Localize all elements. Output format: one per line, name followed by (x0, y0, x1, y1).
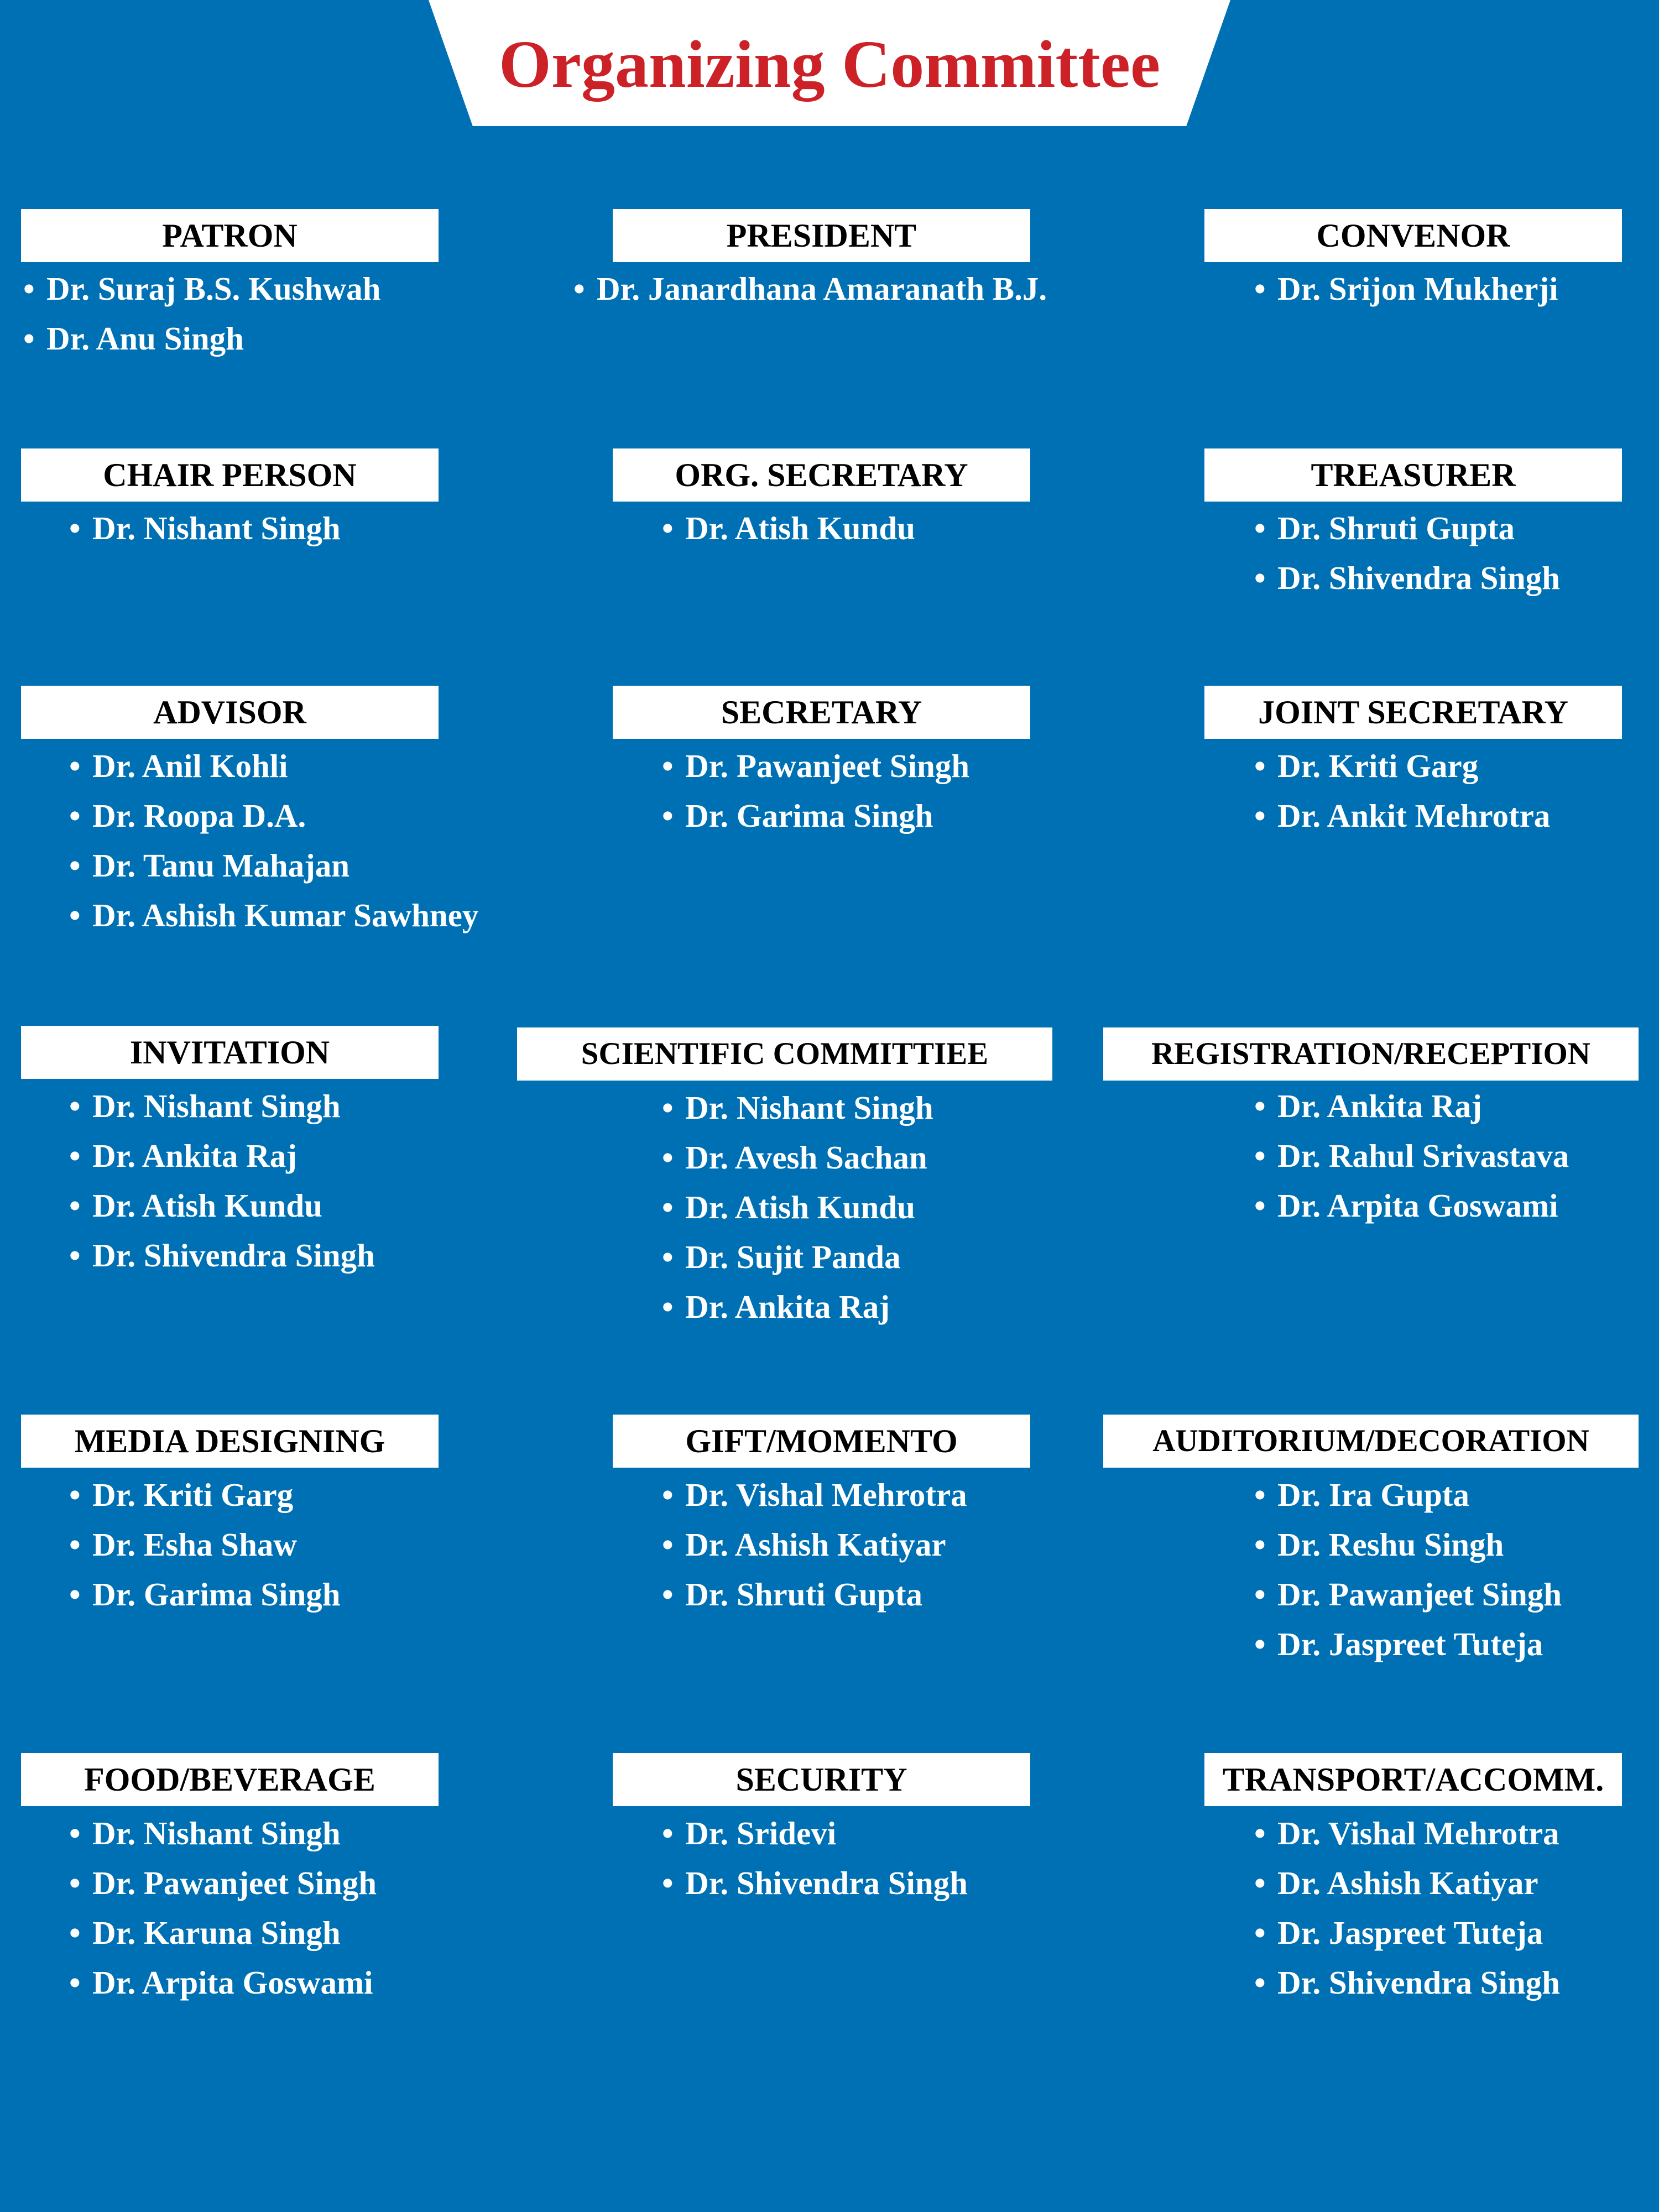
section-label-secretary: SECRETARY (613, 686, 1030, 739)
section-label-patron: PATRON (21, 209, 439, 262)
member-name (662, 1808, 968, 1858)
bullet-icon: • (69, 1865, 81, 1901)
member-name-text: Dr. Pawanjeet Singh (92, 1865, 377, 1901)
member-name-text: Dr. Kriti Garg (92, 1477, 294, 1513)
member-name (69, 1808, 377, 1858)
member-name-text: Dr. Ankita Raj (1277, 1088, 1482, 1124)
member-name (1254, 1520, 1562, 1569)
member-name (69, 1181, 375, 1230)
bullet-icon: • (69, 847, 81, 884)
member-name-text: Dr. Ankita Raj (685, 1288, 890, 1325)
member-name (662, 1858, 968, 1908)
member-name (662, 503, 915, 553)
member-name (1254, 1131, 1569, 1181)
section-label-security: SECURITY (613, 1753, 1030, 1806)
member-name-text: Dr. Pawanjeet Singh (685, 748, 970, 784)
member-name-text: Dr. Anil Kohli (92, 748, 288, 784)
bullet-icon: • (662, 1288, 674, 1325)
bullet-icon: • (69, 1914, 81, 1951)
bullet-icon: • (662, 1189, 674, 1225)
bullet-icon: • (23, 270, 35, 307)
member-name-text: Dr. Arpita Goswami (92, 1964, 373, 2001)
member-name-text: Dr. Vishal Mehrotra (1277, 1815, 1559, 1851)
member-name-text: Dr. Arpita Goswami (1277, 1187, 1558, 1224)
member-name (1254, 1081, 1569, 1131)
section-label-transport-accomm: TRANSPORT/ACCOMM. (1204, 1753, 1622, 1806)
member-name-text: Dr. Ira Gupta (1277, 1477, 1469, 1513)
member-name (69, 1858, 377, 1908)
member-list-treasurer (1254, 503, 1560, 603)
member-name-text: Dr. Ashish Katiyar (1277, 1865, 1538, 1901)
bullet-icon: • (69, 1815, 81, 1851)
member-name (23, 264, 380, 314)
member-list-food-beverage (69, 1808, 377, 2007)
bullet-icon: • (662, 1477, 674, 1513)
member-list-transport-accomm (1254, 1808, 1560, 2007)
member-name-text: Dr. Shruti Gupta (1277, 510, 1515, 546)
bullet-icon: • (662, 1089, 674, 1126)
bullet-icon: • (662, 1526, 674, 1563)
bullet-icon: • (1254, 797, 1266, 834)
member-list-gift-momento (662, 1470, 967, 1619)
member-name-text: Dr. Esha Shaw (92, 1526, 297, 1563)
member-name-text: Dr. Jaspreet Tuteja (1277, 1914, 1543, 1951)
member-name-text: Dr. Ashish Kumar Sawhney (92, 897, 479, 933)
member-name-text: Dr. Pawanjeet Singh (1277, 1576, 1562, 1613)
member-name (69, 503, 341, 553)
member-name (69, 1520, 341, 1569)
member-name (573, 264, 1047, 314)
member-name (662, 1083, 933, 1133)
member-name (69, 1958, 377, 2007)
member-name-text: Dr. Vishal Mehrotra (685, 1477, 967, 1513)
member-name-text: Dr. Nishant Singh (92, 1088, 341, 1124)
member-name-text: Dr. Rahul Srivastava (1277, 1138, 1569, 1174)
member-list-scientific-committiee (662, 1083, 933, 1332)
bullet-icon: • (69, 1138, 81, 1174)
bullet-icon: • (1254, 1138, 1266, 1174)
member-name (69, 741, 478, 791)
page-title: Organizing Committee (499, 27, 1160, 102)
member-name (1254, 503, 1560, 553)
member-name-text: Dr. Garima Singh (92, 1576, 341, 1613)
member-name (662, 1520, 967, 1569)
member-name (69, 791, 478, 841)
member-name-text: Dr. Ashish Katiyar (685, 1526, 946, 1563)
bullet-icon: • (662, 1865, 674, 1901)
bullet-icon: • (69, 897, 81, 933)
member-name (1254, 741, 1550, 791)
member-list-auditorium-decoration (1254, 1470, 1562, 1669)
bullet-icon: • (69, 748, 81, 784)
bullet-icon: • (1254, 1477, 1266, 1513)
member-name-text: Dr. Nishant Singh (92, 510, 341, 546)
member-name (69, 890, 478, 940)
member-name (1254, 791, 1550, 841)
section-label-gift-momento: GIFT/MOMENTO (613, 1415, 1030, 1468)
member-name (69, 1081, 375, 1131)
member-name (23, 314, 380, 363)
member-name (1254, 1470, 1562, 1520)
bullet-icon: • (69, 1088, 81, 1124)
member-name (662, 1232, 933, 1282)
bullet-icon: • (69, 1477, 81, 1513)
member-list-org-secretary (662, 503, 915, 553)
member-list-patron (23, 264, 380, 363)
bullet-icon: • (1254, 1865, 1266, 1901)
member-name (662, 1470, 967, 1520)
member-name (1254, 1908, 1560, 1958)
member-name-text: Dr. Atish Kundu (685, 510, 915, 546)
member-name (662, 1182, 933, 1232)
member-name-text: Dr. Shivendra Singh (1277, 1964, 1560, 2001)
member-name (1254, 1958, 1560, 2007)
section-label-food-beverage: FOOD/BEVERAGE (21, 1753, 439, 1806)
member-list-security (662, 1808, 968, 1908)
member-name (1254, 1569, 1562, 1619)
section-label-org-secretary: ORG. SECRETARY (613, 448, 1030, 502)
member-name (662, 1569, 967, 1619)
bullet-icon: • (69, 510, 81, 546)
bullet-icon: • (69, 1526, 81, 1563)
member-name (662, 791, 969, 841)
bullet-icon: • (1254, 748, 1266, 784)
member-name-text: Dr. Garima Singh (685, 797, 933, 834)
bullet-icon: • (662, 797, 674, 834)
member-list-convenor (1254, 264, 1558, 314)
member-name-text: Dr. Atish Kundu (92, 1187, 322, 1224)
member-name-text: Dr. Atish Kundu (685, 1189, 915, 1225)
bullet-icon: • (662, 1239, 674, 1275)
member-name-text: Dr. Anu Singh (46, 320, 244, 357)
section-label-invitation: INVITATION (21, 1026, 439, 1079)
bullet-icon: • (69, 1187, 81, 1224)
member-name-text: Dr. Roopa D.A. (92, 797, 306, 834)
member-name-text: Dr. Nishant Singh (685, 1089, 933, 1126)
member-name-text: Dr. Shivendra Singh (685, 1865, 968, 1901)
bullet-icon: • (1254, 1187, 1266, 1224)
bullet-icon: • (662, 1139, 674, 1176)
member-name-text: Dr. Nishant Singh (92, 1815, 341, 1851)
member-list-registration-reception (1254, 1081, 1569, 1230)
member-list-media-designing (69, 1470, 341, 1619)
member-list-president (573, 264, 1047, 314)
bullet-icon: • (1254, 1088, 1266, 1124)
member-name (69, 1569, 341, 1619)
member-name-text: Dr. Sridevi (685, 1815, 837, 1851)
member-list-chair-person (69, 503, 341, 553)
bullet-icon: • (573, 270, 585, 307)
member-name-text: Dr. Ankita Raj (92, 1138, 297, 1174)
member-name (662, 1282, 933, 1332)
member-name (662, 1133, 933, 1182)
member-name (1254, 553, 1560, 603)
bullet-icon: • (1254, 1576, 1266, 1613)
member-name-text: Dr. Kriti Garg (1277, 748, 1479, 784)
member-name-text: Dr. Srijon Mukherji (1277, 270, 1558, 307)
member-list-invitation (69, 1081, 375, 1280)
member-name-text: Dr. Ankit Mehrotra (1277, 797, 1551, 834)
bullet-icon: • (1254, 1815, 1266, 1851)
bullet-icon: • (1254, 510, 1266, 546)
section-label-registration-reception: REGISTRATION/RECEPTION (1103, 1027, 1639, 1081)
bullet-icon: • (1254, 1526, 1266, 1563)
member-name-text: Dr. Shivendra Singh (92, 1237, 375, 1274)
section-label-media-designing: MEDIA DESIGNING (21, 1415, 439, 1468)
member-name-text: Dr. Avesh Sachan (685, 1139, 927, 1176)
section-label-joint-secretary: JOINT SECRETARY (1204, 686, 1622, 739)
section-label-treasurer: TREASURER (1204, 448, 1622, 502)
member-name-text: Dr. Reshu Singh (1277, 1526, 1504, 1563)
member-name (1254, 264, 1558, 314)
bullet-icon: • (662, 510, 674, 546)
member-name-text: Dr. Jaspreet Tuteja (1277, 1626, 1543, 1662)
bullet-icon: • (662, 748, 674, 784)
member-name-text: Dr. Janardhana Amaranath B.J. (597, 270, 1047, 307)
section-label-advisor: ADVISOR (21, 686, 439, 739)
bullet-icon: • (1254, 1626, 1266, 1662)
member-name (1254, 1619, 1562, 1669)
bullet-icon: • (1254, 1964, 1266, 2001)
member-name-text: Dr. Tanu Mahajan (92, 847, 350, 884)
member-name (1254, 1181, 1569, 1230)
member-name (69, 841, 478, 890)
member-name-text: Dr. Karuna Singh (92, 1914, 341, 1951)
bullet-icon: • (69, 1964, 81, 2001)
member-name-text: Dr. Shruti Gupta (685, 1576, 922, 1613)
member-name (662, 741, 969, 791)
bullet-icon: • (1254, 270, 1266, 307)
member-name-text: Dr. Sujit Panda (685, 1239, 901, 1275)
bullet-icon: • (662, 1815, 674, 1851)
bullet-icon: • (69, 797, 81, 834)
member-name (69, 1131, 375, 1181)
member-list-joint-secretary (1254, 741, 1550, 841)
section-label-auditorium-decoration: AUDITORIUM/DECORATION (1103, 1415, 1639, 1468)
bullet-icon: • (23, 320, 35, 357)
section-label-president: PRESIDENT (613, 209, 1030, 262)
member-name-text: Dr. Suraj B.S. Kushwah (46, 270, 381, 307)
member-name-text: Dr. Shivendra Singh (1277, 560, 1560, 596)
bullet-icon: • (69, 1237, 81, 1274)
member-list-advisor (69, 741, 478, 940)
bullet-icon: • (69, 1576, 81, 1613)
member-name (1254, 1858, 1560, 1908)
bullet-icon: • (662, 1576, 674, 1613)
section-label-chair-person: CHAIR PERSON (21, 448, 439, 502)
member-name (69, 1230, 375, 1280)
section-label-convenor: CONVENOR (1204, 209, 1622, 262)
bullet-icon: • (1254, 560, 1266, 596)
member-list-secretary (662, 741, 969, 841)
member-name (69, 1470, 341, 1520)
member-name (1254, 1808, 1560, 1858)
member-name (69, 1908, 377, 1958)
bullet-icon: • (1254, 1914, 1266, 1951)
section-label-scientific-committiee: SCIENTIFIC COMMITTIEE (517, 1027, 1052, 1081)
